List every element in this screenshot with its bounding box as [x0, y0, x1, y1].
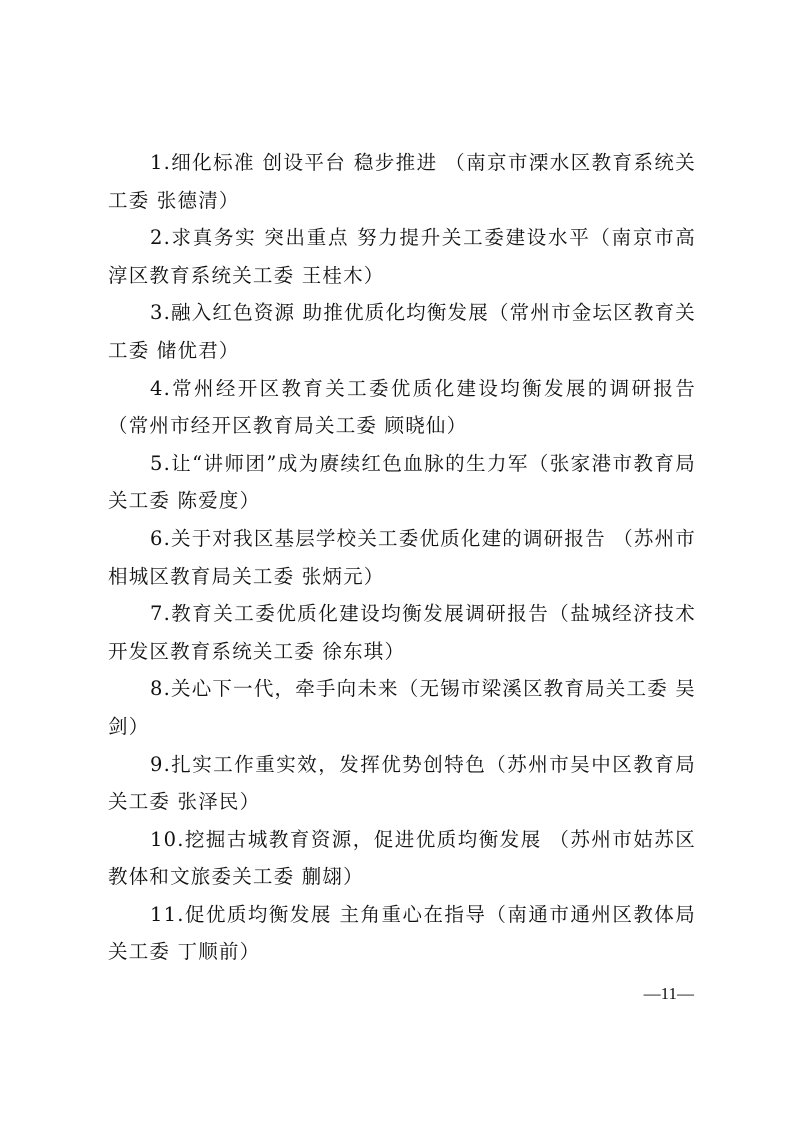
report-entry-3: 3.融入红色资源 助推优质化均衡发展（常州市金坛区教育关工委 储优君）	[108, 301, 696, 362]
report-entry-2: 2.求真务实 突出重点 努力提升关工委建设水平（南京市高淳区教育系统关工委 王桂木）	[108, 226, 696, 287]
report-entry-8: 8.关心下一代，牵手向未来（无锡市梁溪区教育局关工委 吴 剑）	[108, 677, 696, 738]
report-entry-11: 11.促优质均衡发展 主角重心在指导（南通市通州区教体局关工委 丁顺前）	[108, 902, 696, 964]
report-entry-9: 9.扎实工作重实效，发挥优势创特色（苏州市吴中区教育局关工委 张泽民）	[108, 752, 696, 814]
page-number: —11—	[643, 984, 694, 1003]
report-entry-4: 4.常州经开区教育关工委优质化建设均衡发展的调研报告（常州市经开区教育局关工委 顾晓仙）	[108, 376, 696, 438]
report-entry-5: 5.让“讲师团”成为赓续红色血脉的生力军（张家港市教育局关工委 陈爱度）	[108, 451, 696, 513]
report-entry-6: 6.关于对我区基层学校关工委优质化建的调研报告 （苏州市相城区教育局关工委 张炳元）	[108, 526, 696, 588]
report-list	[108, 144, 696, 971]
report-entry-7: 7.教育关工委优质化建设均衡发展调研报告（盐城经济技术开发区教育系统关工委 徐东琪）	[108, 602, 696, 663]
report-entry-1: 1.细化标准 创设平台 稳步推进 （南京市溧水区教育系统关工委 张德清）	[108, 151, 696, 212]
report-entry-10: 10.挖掘古城教育资源，促进优质均衡发展 （苏州市姑苏区教体和文旅委关工委 蒯翃）	[108, 827, 696, 889]
